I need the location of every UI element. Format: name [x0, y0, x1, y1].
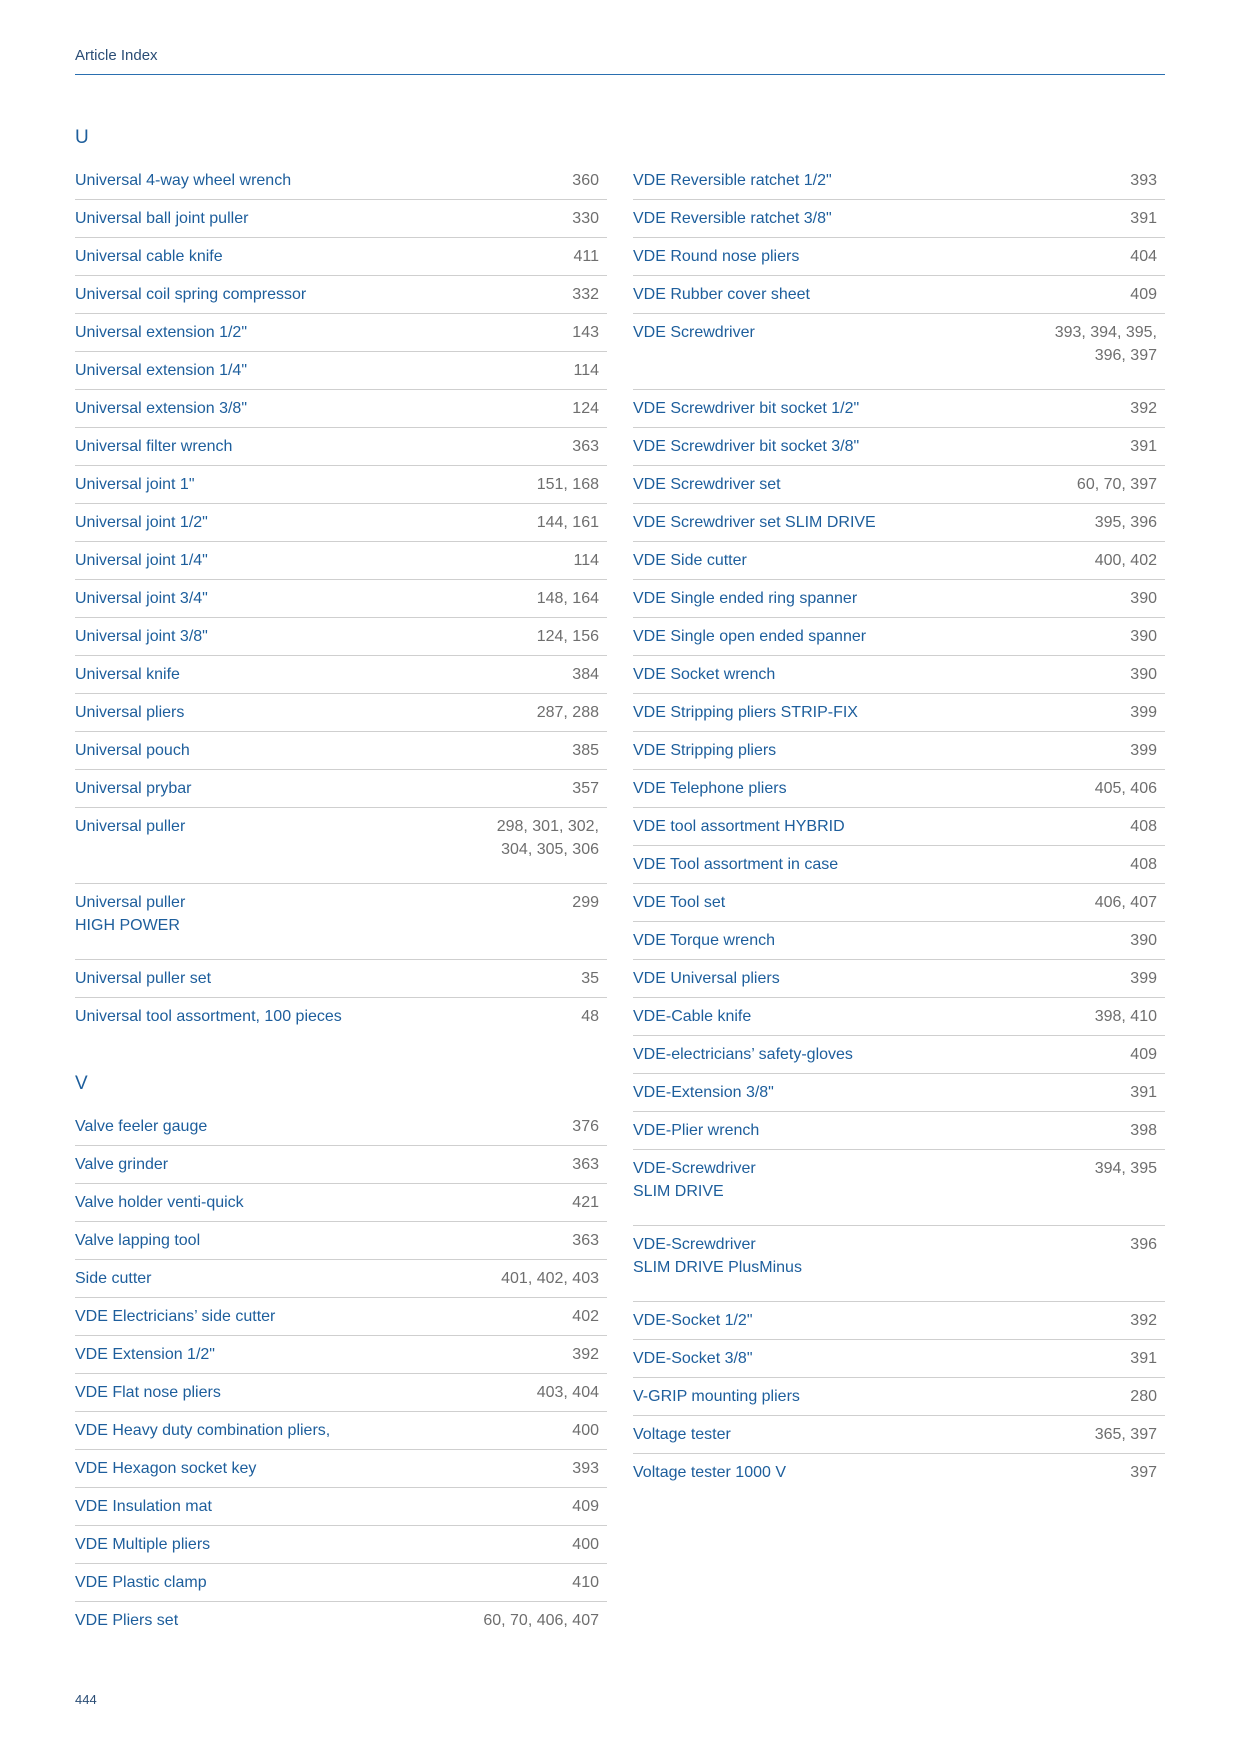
index-entry [633, 808, 1165, 846]
entry-term: VDE Socket wrench [633, 666, 776, 683]
entry-term: Universal joint 1/2" [75, 514, 208, 531]
index-entry [75, 656, 607, 694]
entry-term: Universal puller set [75, 970, 212, 987]
index-entry [75, 1602, 607, 1640]
entry-pages: 409 [1130, 1046, 1157, 1063]
entry-term: VDE-electricians’ safety-gloves [633, 1046, 853, 1063]
entry-term: Universal pliers [75, 704, 185, 721]
entry-pages: 408 [1130, 818, 1157, 835]
entry-term: VDE Tool assortment in case [633, 856, 839, 873]
index-column-right [633, 162, 1165, 1492]
entry-term: Universal joint 1/4" [75, 552, 208, 569]
entry-term: VDE Rubber cover sheet [633, 286, 810, 303]
entry-term: Universal coil spring compressor [75, 286, 307, 303]
entry-pages: 409 [1130, 286, 1157, 303]
index-entry [75, 732, 607, 770]
index-entry [75, 390, 607, 428]
entry-pages: 148, 164 [536, 590, 599, 607]
index-entry [75, 580, 607, 618]
entry-term: VDE Universal pliers [633, 970, 780, 987]
index-entry [75, 1222, 607, 1260]
index-entry [75, 1336, 607, 1374]
entry-term: VDE-Screwdriver SLIM DRIVE PlusMinus [633, 1236, 802, 1276]
index-entry [75, 162, 607, 200]
index-entry [75, 808, 607, 884]
entry-pages: 403, 404 [536, 1384, 599, 1401]
entry-term: Valve grinder [75, 1156, 169, 1173]
entry-pages: 35 [581, 970, 599, 987]
index-column-left [75, 126, 607, 1640]
entry-term: Voltage tester [633, 1426, 731, 1443]
entry-term: Valve holder venti-quick [75, 1194, 244, 1211]
entry-pages: 363 [572, 1156, 599, 1173]
entry-term: VDE Electricians’ side cutter [75, 1308, 276, 1325]
entry-pages: 391 [1130, 210, 1157, 227]
index-entry [633, 200, 1165, 238]
index-entry [75, 276, 607, 314]
index-entry [633, 1074, 1165, 1112]
entry-pages: 60, 70, 397 [1076, 476, 1157, 493]
entry-term: VDE Round nose pliers [633, 248, 800, 265]
entry-pages: 399 [1130, 742, 1157, 759]
index-entry [75, 238, 607, 276]
index-entry [633, 1150, 1165, 1226]
entry-pages: 399 [1130, 970, 1157, 987]
index-entry [633, 580, 1165, 618]
entry-term: VDE Pliers set [75, 1612, 179, 1629]
index-entry [75, 352, 607, 390]
index-entry [633, 314, 1165, 390]
entry-pages: 394, 395 [1094, 1160, 1157, 1177]
index-entry [633, 1454, 1165, 1492]
index-entry [633, 238, 1165, 276]
index-entry [75, 1108, 607, 1146]
entry-term: Universal puller HIGH POWER [75, 894, 186, 934]
entry-pages: 392 [1130, 400, 1157, 417]
entry-pages: 385 [572, 742, 599, 759]
entry-pages: 124, 156 [536, 628, 599, 645]
entry-pages: 332 [572, 286, 599, 303]
entry-pages: 390 [1130, 932, 1157, 949]
index-entry [633, 1416, 1165, 1454]
index-entry [75, 1146, 607, 1184]
index-entry [75, 1374, 607, 1412]
index-entry [633, 1036, 1165, 1074]
entry-pages: 143 [572, 324, 599, 341]
index-entry [633, 770, 1165, 808]
entry-pages: 400 [572, 1422, 599, 1439]
entry-term: Universal knife [75, 666, 180, 683]
index-entry [75, 884, 607, 960]
index-entry [75, 1564, 607, 1602]
entry-term: Valve lapping tool [75, 1232, 201, 1249]
entry-term: Side cutter [75, 1270, 152, 1287]
entry-pages: 400, 402 [1094, 552, 1157, 569]
entry-pages: 48 [581, 1008, 599, 1025]
index-entry [633, 960, 1165, 998]
entry-term: VDE-Socket 1/2" [633, 1312, 753, 1329]
entry-term: VDE Torque wrench [633, 932, 775, 949]
entry-term: Universal extension 3/8" [75, 400, 247, 417]
entry-term: Universal ball joint puller [75, 210, 249, 227]
index-entry [75, 694, 607, 732]
entry-pages: 357 [572, 780, 599, 797]
entry-term: VDE Flat nose pliers [75, 1384, 221, 1401]
index-entry [75, 314, 607, 352]
entry-term: Universal tool assortment, 100 pieces [75, 1008, 342, 1025]
entry-term: VDE Screwdriver [633, 324, 755, 341]
entry-pages: 299 [572, 894, 599, 911]
index-entry [75, 1526, 607, 1564]
section-letter: U [75, 127, 89, 148]
entry-pages: 404 [1130, 248, 1157, 265]
index-entry [75, 1450, 607, 1488]
entry-pages: 401, 402, 403 [501, 1270, 599, 1287]
entry-pages: 392 [1130, 1312, 1157, 1329]
entry-term: VDE Tool set [633, 894, 726, 911]
entry-term: VDE Side cutter [633, 552, 747, 569]
index-entry [75, 1184, 607, 1222]
entry-pages: 396 [1130, 1236, 1157, 1253]
index-entry [633, 732, 1165, 770]
index-entry [633, 1340, 1165, 1378]
entry-pages: 409 [572, 1498, 599, 1515]
entry-pages: 124 [572, 400, 599, 417]
header-title: Article Index [75, 47, 158, 64]
entry-term: VDE Heavy duty combination pliers, [75, 1422, 331, 1439]
entry-pages: 391 [1130, 1350, 1157, 1367]
entry-term: VDE-Cable knife [633, 1008, 752, 1025]
index-entry [75, 428, 607, 466]
index-entry [75, 770, 607, 808]
entry-pages: 384 [572, 666, 599, 683]
entry-term: VDE Single ended ring spanner [633, 590, 858, 607]
entry-pages: 390 [1130, 666, 1157, 683]
entry-term: VDE Reversible ratchet 1/2" [633, 172, 832, 189]
page-header [75, 46, 1165, 75]
entry-term: VDE Stripping pliers STRIP-FIX [633, 704, 858, 721]
entry-term: Universal pouch [75, 742, 190, 759]
index-entry [75, 504, 607, 542]
entry-term: VDE Hexagon socket key [75, 1460, 257, 1477]
entry-term: Universal filter wrench [75, 438, 233, 455]
index-entry [75, 960, 607, 998]
entry-pages: 408 [1130, 856, 1157, 873]
index-entry [75, 1488, 607, 1526]
entry-term: Universal joint 3/8" [75, 628, 208, 645]
entry-pages: 393 [1130, 172, 1157, 189]
index-entry [633, 884, 1165, 922]
entry-pages: 330 [572, 210, 599, 227]
entry-term: V-GRIP mounting pliers [633, 1388, 800, 1405]
index-entry [633, 542, 1165, 580]
entry-pages: 402 [572, 1308, 599, 1325]
index-entry [75, 998, 607, 1036]
entry-term: Universal joint 1" [75, 476, 195, 493]
index-entry [633, 846, 1165, 884]
entry-term: VDE Screwdriver set SLIM DRIVE [633, 514, 876, 531]
entry-term: VDE Screwdriver bit socket 3/8" [633, 438, 860, 455]
entry-term: Universal extension 1/4" [75, 362, 247, 379]
entry-pages: 60, 70, 406, 407 [483, 1612, 599, 1629]
entry-term: VDE Insulation mat [75, 1498, 212, 1515]
entry-term: VDE Plastic clamp [75, 1574, 207, 1591]
entry-term: VDE-Plier wrench [633, 1122, 760, 1139]
entry-pages: 390 [1130, 590, 1157, 607]
index-entry [633, 1302, 1165, 1340]
entry-term: VDE Reversible ratchet 3/8" [633, 210, 832, 227]
entry-term: VDE-Socket 3/8" [633, 1350, 753, 1367]
entry-pages: 391 [1130, 438, 1157, 455]
entry-pages: 421 [572, 1194, 599, 1211]
entry-term: VDE Stripping pliers [633, 742, 777, 759]
entry-term: Valve feeler gauge [75, 1118, 208, 1135]
entry-term: VDE Screwdriver set [633, 476, 781, 493]
entry-pages: 114 [573, 552, 599, 569]
entry-pages: 391 [1130, 1084, 1157, 1101]
index-entry [633, 922, 1165, 960]
index-entry [633, 618, 1165, 656]
entry-term: VDE tool assortment HYBRID [633, 818, 845, 835]
entry-pages: 405, 406 [1094, 780, 1157, 797]
index-entry [633, 390, 1165, 428]
entry-term: VDE Single open ended spanner [633, 628, 867, 645]
index-entry [633, 1112, 1165, 1150]
entry-pages: 398, 410 [1094, 1008, 1157, 1025]
entry-term: VDE Multiple pliers [75, 1536, 211, 1553]
entry-pages: 393 [572, 1460, 599, 1477]
entry-pages: 298, 301, 302, 304, 305, 306 [496, 818, 599, 858]
entry-term: VDE Screwdriver bit socket 1/2" [633, 400, 860, 417]
entry-pages: 398 [1130, 1122, 1157, 1139]
header-divider [75, 74, 1165, 75]
entry-pages: 395, 396 [1094, 514, 1157, 531]
index-entry [633, 1378, 1165, 1416]
entry-term: Universal puller [75, 818, 186, 835]
entry-term: Universal joint 3/4" [75, 590, 208, 607]
entry-term: Universal 4-way wheel wrench [75, 172, 292, 189]
index-entry [633, 162, 1165, 200]
entry-term: Universal prybar [75, 780, 192, 797]
entry-term: VDE-Extension 3/8" [633, 1084, 774, 1101]
entry-pages: 406, 407 [1094, 894, 1157, 911]
entry-term: Universal extension 1/2" [75, 324, 247, 341]
page-number: 444 [75, 1692, 97, 1707]
index-entry [75, 200, 607, 238]
entry-pages: 399 [1130, 704, 1157, 721]
index-entry [633, 276, 1165, 314]
entry-pages: 393, 394, 395, 396, 397 [1054, 324, 1157, 364]
index-entry [633, 656, 1165, 694]
entry-pages: 410 [572, 1574, 599, 1591]
index-entry [633, 998, 1165, 1036]
entry-pages: 390 [1130, 628, 1157, 645]
index-entry [633, 466, 1165, 504]
entry-term: VDE Extension 1/2" [75, 1346, 215, 1363]
entry-pages: 363 [572, 1232, 599, 1249]
entry-pages: 280 [1130, 1388, 1157, 1405]
entry-pages: 400 [572, 1536, 599, 1553]
entry-pages: 411 [573, 248, 599, 265]
entry-pages: 397 [1130, 1464, 1157, 1481]
index-entry [75, 466, 607, 504]
index-entry [75, 1298, 607, 1336]
entry-pages: 376 [572, 1118, 599, 1135]
entry-pages: 363 [572, 438, 599, 455]
entry-term: VDE Telephone pliers [633, 780, 787, 797]
entry-term: VDE-Screwdriver SLIM DRIVE [633, 1160, 756, 1200]
index-entry [75, 542, 607, 580]
entry-pages: 287, 288 [536, 704, 599, 721]
index-entry [633, 694, 1165, 732]
index-entry [633, 428, 1165, 466]
entry-pages: 114 [573, 362, 599, 379]
entry-term: Voltage tester 1000 V [633, 1464, 786, 1481]
entry-term: Universal cable knife [75, 248, 223, 265]
entry-pages: 360 [572, 172, 599, 189]
section-spacer [75, 1036, 607, 1072]
entry-pages: 151, 168 [536, 476, 599, 493]
index-entry [633, 1226, 1165, 1302]
index-entry [75, 1412, 607, 1450]
entry-pages: 392 [572, 1346, 599, 1363]
entry-pages: 144, 161 [536, 514, 599, 531]
index-entry [75, 618, 607, 656]
index-entry [633, 504, 1165, 542]
section-letter: V [75, 1073, 88, 1094]
index-entry [75, 1260, 607, 1298]
entry-pages: 365, 397 [1094, 1426, 1157, 1443]
